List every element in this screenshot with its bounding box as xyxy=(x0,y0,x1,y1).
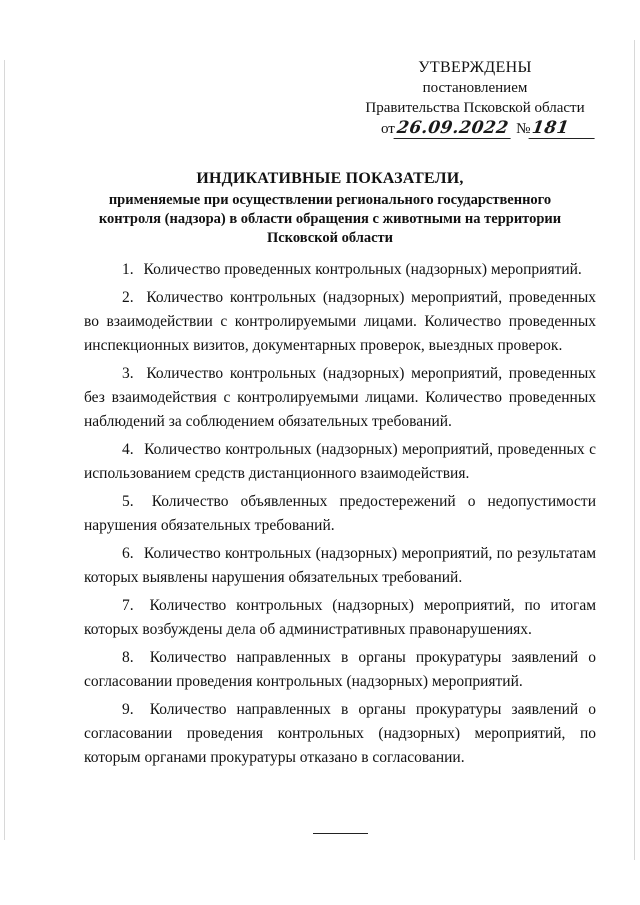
list-item-number: 8. xyxy=(122,649,134,666)
list-item xyxy=(84,490,596,538)
indicator-list xyxy=(84,258,596,774)
list-item xyxy=(84,258,596,282)
document-subtitle: применяемые при осуществлении регионального государственного контроля (надзора) в области обращения с животными на территории Псковской области xyxy=(98,192,562,246)
list-item-number: 9. xyxy=(122,701,134,718)
list-item xyxy=(84,646,596,694)
list-item-number: 6. xyxy=(122,545,134,562)
document-title: ИНДИКАТИВНЫЕ ПОКАЗАТЕЛИ, xyxy=(196,170,464,187)
list-item-number: 1. xyxy=(122,261,134,278)
list-item xyxy=(84,698,596,770)
list-item-text: Количество контрольных (надзорных) мероприятий, проведенных во взаимодействии с контролируемыми лицами. Количество проведенных инспекционных визитов, документарных проверок, выездных проверок. xyxy=(84,289,597,354)
list-item-number: 3. xyxy=(122,365,134,382)
list-item-text: Количество направленных в органы прокуратуры заявлений о согласовании проведения контрольных (надзорных) мероприятий, по которым органами прокуратуры отказано в согласовании. xyxy=(84,701,597,766)
list-item-text: Количество контрольных (надзорных) мероприятий, по итогам которых возбуждены дела об административных правонарушениях. xyxy=(84,597,597,638)
approval-line-government: Правительства Псковской области xyxy=(365,100,585,116)
list-item-number: 5. xyxy=(122,493,134,510)
approval-block xyxy=(355,58,595,139)
list-item-number: 7. xyxy=(122,597,134,614)
approval-line-decree: постановлением xyxy=(422,80,528,96)
list-item xyxy=(84,594,596,642)
handwritten-number: 181 xyxy=(529,118,598,139)
date-prefix: от xyxy=(381,121,395,137)
list-item xyxy=(84,362,596,434)
list-item-number: 4. xyxy=(122,441,134,458)
handwritten-date: 26.09.2022 xyxy=(393,118,513,139)
document-header xyxy=(80,168,580,248)
list-item-text: Количество контрольных (надзорных) мероприятий, проведенных без взаимодействия с контролируемыми лицами. Количество проведенных наблюдений за соблюдением обязательных требований. xyxy=(84,365,597,430)
list-item-text: Количество контрольных (надзорных) мероприятий, проведенных с использованием средств дистанционного взаимодействия. xyxy=(84,441,597,482)
list-item xyxy=(84,286,596,358)
closing-rule xyxy=(313,833,368,834)
list-item-number: 2. xyxy=(122,289,134,306)
number-prefix: № xyxy=(516,121,531,137)
scan-edge-left xyxy=(4,60,5,840)
list-item-text: Количество проведенных контрольных (надзорных) мероприятий. xyxy=(143,261,582,278)
approval-title: УТВЕРЖДЕНЫ xyxy=(418,59,532,76)
scan-edge-right xyxy=(634,40,635,860)
approval-date-line xyxy=(355,118,595,139)
list-item-text: Количество контрольных (надзорных) мероприятий, по результатам которых выявлены нарушения обязательных требований. xyxy=(84,545,597,586)
list-item-text: Количество направленных в органы прокуратуры заявлений о согласовании проведения контрольных (надзорных) мероприятий. xyxy=(84,649,597,690)
list-item xyxy=(84,438,596,486)
list-item xyxy=(84,542,596,590)
list-item-text: Количество объявленных предостережений о недопустимости нарушения обязательных требований. xyxy=(84,493,597,534)
